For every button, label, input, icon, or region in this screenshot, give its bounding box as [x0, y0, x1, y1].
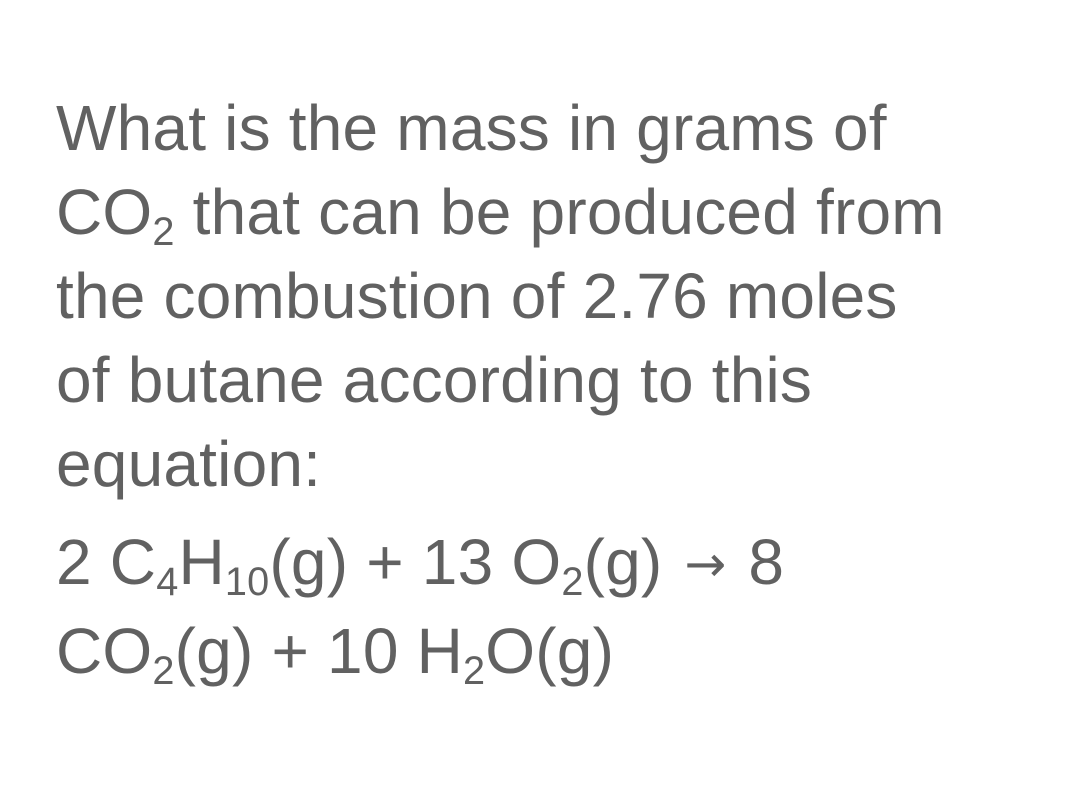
question-line-2-rest: that can be produced from: [174, 176, 945, 248]
butane-carbon-subscript: 4: [156, 560, 179, 605]
oxygen-formula: O: [511, 526, 562, 598]
butane-hydrogen: H: [178, 526, 225, 598]
chemical-equation: [56, 520, 1046, 693]
question-line-4: of butane according to this: [56, 344, 813, 416]
water-hydrogen-subscript: 2: [463, 649, 486, 694]
reaction-arrow-icon: →: [684, 535, 727, 594]
product-co2-formula: CO: [56, 615, 153, 687]
oxygen-state: (g): [583, 526, 681, 598]
butane-coefficient: 2: [56, 526, 110, 598]
product-co2-state: (g) + 10: [174, 615, 417, 687]
butane-hydrogen-subscript: 10: [224, 560, 270, 605]
question-line-5: equation:: [56, 428, 322, 500]
question-line-3: the combustion of 2.76 moles: [56, 260, 898, 332]
butane-carbon: C: [109, 526, 157, 598]
equation-line-2: [56, 609, 1046, 693]
water-oxygen-state: O(g): [485, 615, 615, 687]
problem-content: [56, 86, 1046, 693]
question-text: [56, 86, 1046, 506]
oxygen-subscript: 2: [561, 560, 584, 605]
equation-line-1: [56, 520, 1046, 609]
co2-subscript: 2: [152, 210, 175, 255]
question-line-2: [56, 170, 1046, 254]
water-hydrogen: H: [416, 615, 464, 687]
butane-state: (g) + 13: [269, 526, 512, 598]
co2-formula: CO: [56, 176, 153, 248]
co2-coefficient: 8: [730, 526, 785, 598]
question-line-1: What is the mass in grams of: [56, 92, 887, 164]
product-co2-subscript: 2: [152, 649, 175, 694]
